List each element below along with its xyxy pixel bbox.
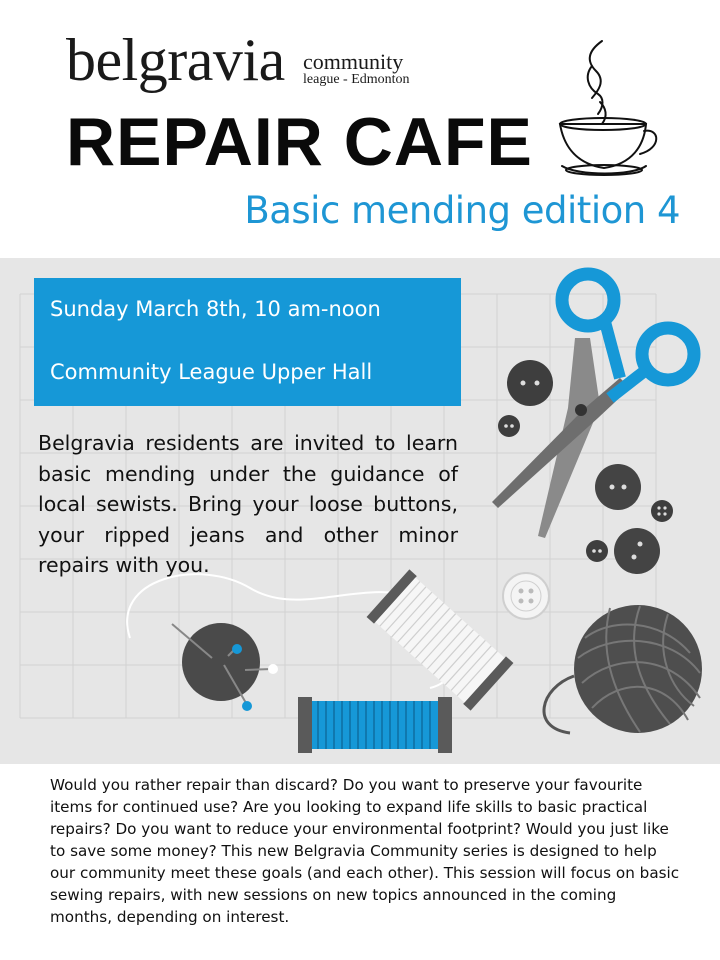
invite-paragraph: Belgravia residents are invited to learn basic mending under the guidance of local sewists. Bring your loose buttons, your ripped jeans and other minor repairs with you. <box>38 431 458 577</box>
thread-spool-icon <box>298 697 452 753</box>
yarn-ball-icon <box>544 605 702 733</box>
brand-wordmark: belgravia <box>66 27 285 93</box>
brand-sub-line1: community <box>303 49 404 74</box>
scissors-icon <box>492 274 694 538</box>
thread-spool-icon <box>367 569 514 710</box>
pincushion-icon <box>172 623 278 711</box>
description-paragraph: Would you rather repair than discard? Do you want to preserve your favourite items for continued use? Are you looking to expand life skills to basic practical repairs? Do you want to reduce your environmental footprint? Would you just like to save some money? This new Belgravia Community series is designed to help our community meet these goals (and each other). This session will focus on basic sewing repairs, with new sessions on new topics announced in the coming months, depending on interest. <box>50 776 680 926</box>
event-date-time: Sunday March 8th, 10 am-noon <box>50 297 381 321</box>
page-title: REPAIR CAFE <box>66 104 533 180</box>
brand-subtitle <box>303 49 410 88</box>
edition-subtitle: Basic mending edition 4 <box>244 189 680 232</box>
brand-sub-line2: league - Edmonton <box>303 72 410 87</box>
header <box>0 0 720 258</box>
event-location: Community League Upper Hall <box>50 360 373 384</box>
event-info-box <box>34 278 461 406</box>
coffee-cup-icon <box>548 36 664 181</box>
